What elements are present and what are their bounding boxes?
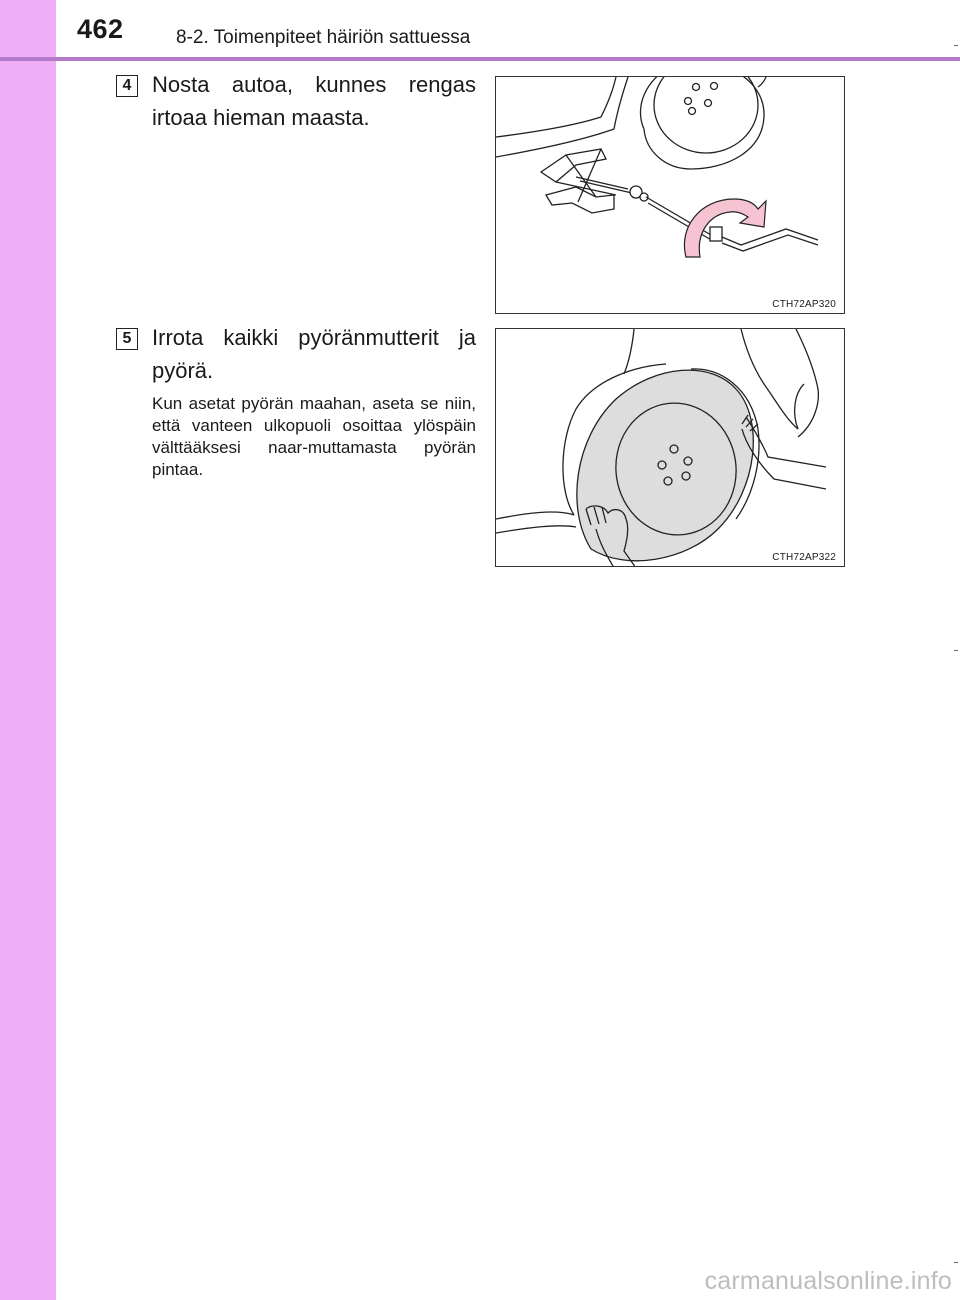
crop-mark: [954, 45, 958, 46]
figure-code-1: CTH72AP320: [772, 299, 836, 310]
crop-mark: [954, 650, 958, 651]
step-4-badge: 4: [116, 75, 138, 97]
step-4-text: Nosta autoa, kunnes rengas irtoaa hieman maasta.: [152, 72, 476, 130]
step-5-badge: 5: [116, 328, 138, 350]
figure-code-2: CTH72AP322: [772, 552, 836, 563]
page-number: 462: [77, 14, 124, 44]
side-color-band: [0, 0, 56, 1300]
crop-mark: [954, 1262, 958, 1263]
step-5-text: Irrota kaikki pyöränmutterit ja pyörä.: [152, 325, 476, 383]
watermark: carmanualsonline.info: [704, 1267, 952, 1295]
rotation-arrow: [684, 199, 766, 257]
header-rule-left: [0, 57, 56, 61]
removing-wheel-illustration: [496, 329, 845, 567]
figure-wheel-removal: [495, 328, 845, 567]
section-title: 8-2. Toimenpiteet häiriön sattuessa: [176, 27, 471, 48]
step-5-note: Kun asetat pyörän maahan, aseta se niin, että vanteen ulkopuoli osoittaa ylöspäin välttääksesi naar-muttamasta pyörän pintaa.: [152, 394, 476, 479]
figure-jack-raising: [495, 76, 845, 314]
jack-raising-car-illustration: [496, 77, 845, 314]
header-rule: [56, 57, 960, 61]
